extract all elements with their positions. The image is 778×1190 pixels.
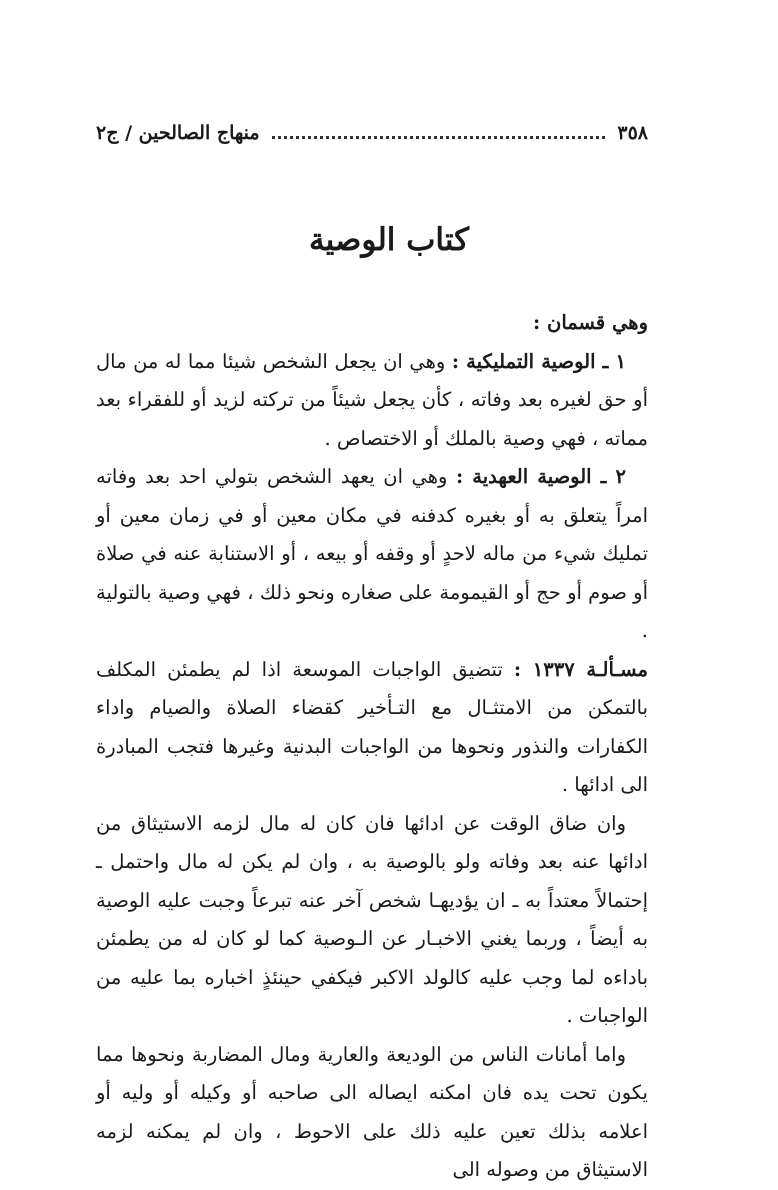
header-leader-dots bbox=[272, 136, 606, 139]
paragraph-lead: ١ ـ الوصية التمليكية : bbox=[451, 349, 626, 373]
paragraph-text: وان ضاق الوقت عن ادائها فان كان له مال لزمه الاستيثاق من ادائها عنه بعد وفاته ولو بالوصية به ، وان لم يكن له مال واحتمل ـ إحتمالاً معتداً به ـ ان يؤديهـا شخص آخر عنه تبرعاً وجبت عليه الوصية به أيضاً ، وربما يغني الاخبـار عن الـوصية كما لو كان له من يطمئن باداءه لما وجب عليه كالولد الاكبر فيكفي حينئذٍ اخباره بما عليه من الواجبات . bbox=[96, 811, 648, 1027]
paragraph-lead: مسـألـة ١٣٣٧ : bbox=[513, 657, 648, 681]
paragraph-text: وهي ان يجعل الشخص شيئا مما له من مال أو حق لغيره بعد وفاته ، كأن يجعل شيئاً من تركته لزيد أو للفقراء بعد مماته ، فهي وصية بالملك أو الاختصاص . bbox=[96, 349, 648, 450]
paragraph-3 bbox=[96, 651, 648, 805]
paragraph-intro bbox=[96, 304, 648, 343]
running-title: منهاج الصالحين / ج٢ bbox=[96, 122, 260, 144]
paragraph-text: واما أمانات الناس من الوديعة والعارية ومال المضاربة ونحوها مما يكون تحت يده فان امكنه ايصاله الى صاحبه أو وكيله أو وليه أو اعلامه بذلك تعين عليه ذلك على الاحوط ، وان لم يمكنه لزمه الاستيثاق من وصوله الى bbox=[96, 1042, 648, 1181]
paragraph-2 bbox=[96, 458, 648, 651]
body-text bbox=[96, 304, 648, 1190]
paragraph-1 bbox=[96, 343, 648, 459]
chapter-title: كتاب الوصية bbox=[309, 222, 469, 258]
paragraph-text: تتضيق الواجبات الموسعة اذا لم يطمئن المكلف بالتمكن من الامتثـال مع التـأخير كقضاء الصلاة والصيام واداء الكفارات والنذور ونحوها من الواجبات البدنية وغيرها فتجب المبادرة الى ادائها . bbox=[96, 657, 648, 796]
paragraph-5 bbox=[96, 1036, 648, 1190]
page-header bbox=[96, 118, 648, 148]
paragraph-text: وهي ان يعهد الشخص بتولي احد بعد وفاته امراً يتعلق به أو بغيره كدفنه في مكان معين أو في زمان معين أو تمليك شيء من ماله لاحدٍ أو وقفه أو بيعه ، أو الاستنابة عنه في صلاة أو صوم أو حج أو القيمومة على صغاره ونحو ذلك ، فهي وصية بالتولية . bbox=[96, 465, 648, 642]
paragraph-lead: وهي قسمان : bbox=[533, 311, 648, 334]
paragraph-lead: ٢ ـ الوصية العهدية : bbox=[455, 465, 626, 488]
page-number: ٣٥٨ bbox=[617, 122, 648, 144]
paragraph-4 bbox=[96, 805, 648, 1036]
